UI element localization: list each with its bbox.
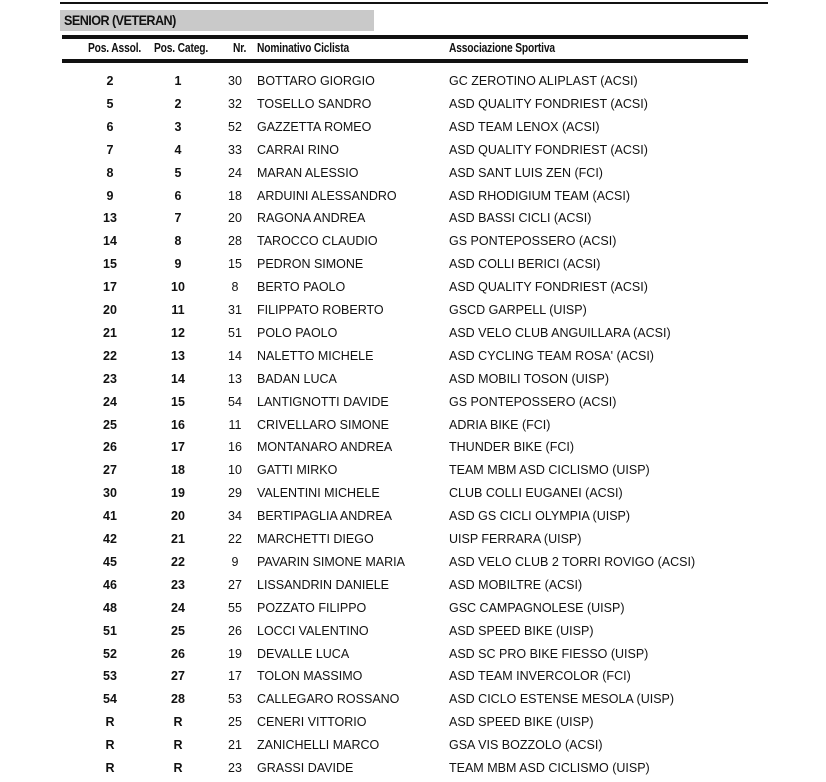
header-pos-assol: Pos. Assol.	[88, 41, 142, 55]
pos-categ-cell: R	[173, 761, 183, 775]
pos-assol-cell: 15	[103, 257, 117, 272]
bib-number-cell: 18	[228, 188, 242, 203]
rider-name-cell: ARDUINI ALESSANDRO	[257, 188, 397, 203]
pos-categ-cell: 12	[171, 325, 185, 340]
club-cell: TEAM MBM ASD CICLISMO (UISP)	[449, 761, 650, 775]
pos-categ-cell: 2	[174, 96, 182, 111]
bib-number-cell: 32	[228, 96, 242, 111]
rider-name-cell: LOCCI VALENTINO	[257, 623, 369, 638]
top-rule	[60, 2, 768, 4]
bib-number-cell: 54	[228, 394, 242, 409]
rider-name-cell: RAGONA ANDREA	[257, 211, 366, 226]
table-row	[0, 185, 826, 208]
bib-number-cell: 52	[228, 119, 242, 134]
club-cell: THUNDER BIKE (FCI)	[449, 440, 574, 455]
club-cell: ASD QUALITY FONDRIEST (ACSI)	[449, 280, 648, 295]
pos-assol-cell: 25	[103, 417, 117, 432]
bib-number-cell: 10	[228, 463, 242, 478]
pos-categ-cell: 14	[171, 371, 185, 386]
bib-number-cell: 9	[231, 554, 239, 569]
table-row	[0, 162, 826, 185]
bib-number-cell: 51	[228, 325, 242, 340]
rider-name-cell: MARCHETTI DIEGO	[257, 532, 374, 546]
pos-assol-cell: R	[105, 761, 115, 775]
pos-categ-cell: 16	[171, 417, 185, 432]
pos-assol-cell: 23	[103, 371, 117, 386]
pos-categ-cell: 15	[171, 394, 185, 409]
club-cell: ASD SC PRO BIKE FIESSO (UISP)	[449, 646, 649, 661]
rider-name-cell: CALLEGARO ROSSANO	[257, 692, 400, 707]
table-row	[0, 551, 826, 574]
club-cell: ASD CYCLING TEAM ROSA' (ACSI)	[449, 348, 654, 363]
club-cell: GS PONTEPOSSERO (ACSI)	[449, 394, 617, 409]
category-banner	[60, 10, 374, 31]
pos-assol-cell: 27	[103, 463, 117, 478]
club-cell: ASD COLLI BERICI (ACSI)	[449, 257, 601, 272]
table-row	[0, 688, 826, 711]
pos-assol-cell: 52	[103, 646, 117, 661]
bib-number-cell: 17	[228, 669, 242, 684]
bib-number-cell: 11	[228, 417, 242, 432]
club-cell: GSA VIS BOZZOLO (ACSI)	[449, 738, 603, 753]
table-row	[0, 574, 826, 597]
table-row	[0, 665, 826, 688]
pos-categ-cell: 22	[171, 554, 185, 569]
rider-name-cell: PAVARIN SIMONE MARIA	[257, 554, 405, 569]
bib-number-cell: 8	[231, 280, 239, 295]
club-cell: ASD QUALITY FONDRIEST (ACSI)	[449, 96, 648, 111]
table-row	[0, 505, 826, 528]
table-row	[0, 93, 826, 116]
bib-number-cell: 14	[228, 348, 242, 363]
rider-name-cell: FILIPPATO ROBERTO	[257, 303, 384, 317]
bib-number-cell: 29	[228, 486, 242, 501]
table-row	[0, 414, 826, 437]
pos-assol-cell: 41	[103, 509, 117, 524]
rider-name-cell: TAROCCO CLAUDIO	[257, 234, 378, 249]
pos-assol-cell: 54	[103, 692, 117, 707]
table-row	[0, 459, 826, 482]
table-row	[0, 207, 826, 230]
club-cell: GS PONTEPOSSERO (ACSI)	[449, 234, 617, 249]
header-top-rule	[62, 35, 748, 39]
rider-name-cell: CENERI VITTORIO	[257, 715, 367, 730]
pos-categ-cell: 4	[174, 142, 182, 157]
bib-number-cell: 16	[228, 440, 242, 455]
club-cell: ASD GS CICLI OLYMPIA (UISP)	[449, 509, 631, 524]
pos-categ-cell: R	[173, 738, 183, 753]
table-row	[0, 345, 826, 368]
table-row	[0, 734, 826, 757]
table-row	[0, 299, 826, 322]
pos-assol-cell: 8	[106, 165, 114, 180]
rider-name-cell: TOSELLO SANDRO	[257, 96, 372, 111]
club-cell: ASD VELO CLUB 2 TORRI ROVIGO (ACSI)	[449, 554, 696, 569]
header-bottom-rule	[62, 59, 748, 63]
pos-categ-cell: 23	[171, 577, 185, 592]
table-row	[0, 436, 826, 459]
category-title: SENIOR (VETERAN)	[64, 12, 176, 28]
club-cell: ASD RHODIGIUM TEAM (ACSI)	[449, 188, 631, 203]
table-row	[0, 597, 826, 620]
rider-name-cell: MONTANARO ANDREA	[257, 440, 393, 455]
club-cell: ASD SANT LUIS ZEN (FCI)	[449, 165, 603, 180]
pos-assol-cell: 14	[103, 234, 117, 249]
rider-name-cell: BERTIPAGLIA ANDREA	[257, 509, 393, 524]
bib-number-cell: 19	[228, 646, 242, 661]
pos-categ-cell: 5	[174, 165, 182, 180]
pos-assol-cell: 2	[106, 74, 114, 88]
bib-number-cell: 34	[228, 509, 242, 524]
club-cell: ASD SPEED BIKE (UISP)	[449, 623, 594, 638]
rider-name-cell: BOTTARO GIORGIO	[257, 74, 375, 88]
pos-categ-cell: 8	[174, 234, 182, 249]
rider-name-cell: GRASSI DAVIDE	[257, 761, 354, 775]
table-row	[0, 116, 826, 139]
rider-name-cell: VALENTINI MICHELE	[257, 486, 380, 501]
pos-categ-cell: 11	[171, 303, 185, 317]
pos-assol-cell: 53	[103, 669, 117, 684]
pos-assol-cell: R	[105, 738, 115, 753]
table-row	[0, 368, 826, 391]
pos-assol-cell: 30	[103, 486, 117, 501]
pos-categ-cell: 28	[171, 692, 185, 707]
table-row	[0, 322, 826, 345]
table-row	[0, 391, 826, 414]
rider-name-cell: ZANICHELLI MARCO	[257, 738, 380, 753]
pos-assol-cell: 45	[103, 554, 117, 569]
pos-assol-cell: 46	[103, 577, 117, 592]
table-row	[0, 482, 826, 505]
header-name: Nominativo Ciclista	[257, 41, 350, 55]
club-cell: CLUB COLLI EUGANEI (ACSI)	[449, 486, 623, 501]
bib-number-cell: 31	[228, 303, 242, 317]
bib-number-cell: 33	[228, 142, 242, 157]
pos-categ-cell: 13	[171, 348, 185, 363]
table-row	[0, 620, 826, 643]
rider-name-cell: PEDRON SIMONE	[257, 257, 364, 272]
rider-name-cell: BADAN LUCA	[257, 371, 337, 386]
club-cell: GSCD GARPELL (UISP)	[449, 303, 587, 317]
bib-number-cell: 20	[228, 211, 242, 226]
rider-name-cell: GAZZETTA ROMEO	[257, 119, 372, 134]
pos-assol-cell: 42	[103, 532, 117, 546]
pos-categ-cell: 18	[171, 463, 185, 478]
pos-categ-cell: 6	[174, 188, 182, 203]
pos-assol-cell: 7	[106, 142, 114, 157]
club-cell: GC ZEROTINO ALIPLAST (ACSI)	[449, 74, 638, 88]
rider-name-cell: MARAN ALESSIO	[257, 165, 359, 180]
pos-categ-cell: 20	[171, 509, 185, 524]
pos-categ-cell: 27	[171, 669, 185, 684]
pos-assol-cell: 24	[103, 394, 117, 409]
club-cell: TEAM MBM ASD CICLISMO (UISP)	[449, 463, 650, 478]
pos-assol-cell: 9	[106, 188, 114, 203]
rider-name-cell: LISSANDRIN DANIELE	[257, 577, 389, 592]
pos-categ-cell: 25	[171, 623, 185, 638]
rider-name-cell: POLO PAOLO	[257, 325, 338, 340]
rider-name-cell: NALETTO MICHELE	[257, 348, 374, 363]
bib-number-cell: 13	[228, 371, 242, 386]
table-row	[0, 230, 826, 253]
bib-number-cell: 23	[228, 761, 242, 775]
pos-assol-cell: 21	[103, 325, 117, 340]
rider-name-cell: DEVALLE LUCA	[257, 646, 350, 661]
pos-categ-cell: 24	[171, 600, 185, 615]
club-cell: ASD MOBILTRE (ACSI)	[449, 577, 583, 592]
pos-assol-cell: 26	[103, 440, 117, 455]
table-row	[0, 757, 826, 780]
rider-name-cell: BERTO PAOLO	[257, 280, 346, 295]
table-row	[0, 276, 826, 299]
pos-assol-cell: 48	[103, 600, 117, 615]
pos-categ-cell: 3	[174, 119, 182, 134]
table-row	[0, 711, 826, 734]
header-club: Associazione Sportiva	[449, 41, 555, 55]
table-row	[0, 139, 826, 162]
bib-number-cell: 21	[228, 738, 242, 753]
club-cell: ADRIA BIKE (FCI)	[449, 417, 551, 432]
club-cell: UISP FERRARA (UISP)	[449, 532, 582, 546]
table-row	[0, 70, 826, 93]
pos-assol-cell: R	[105, 715, 115, 730]
club-cell: ASD TEAM INVERCOLOR (FCI)	[449, 669, 631, 684]
pos-assol-cell: 6	[106, 119, 114, 134]
pos-categ-cell: 21	[171, 532, 185, 546]
header-nr: Nr.	[233, 41, 247, 55]
bib-number-cell: 26	[228, 623, 242, 638]
rider-name-cell: LANTIGNOTTI DAVIDE	[257, 394, 389, 409]
club-cell: ASD MOBILI TOSON (UISP)	[449, 371, 609, 386]
pos-assol-cell: 22	[103, 348, 117, 363]
pos-categ-cell: R	[173, 715, 183, 730]
bib-number-cell: 25	[228, 715, 242, 730]
bib-number-cell: 53	[228, 692, 242, 707]
rider-name-cell: TOLON MASSIMO	[257, 669, 363, 684]
club-cell: ASD SPEED BIKE (UISP)	[449, 715, 594, 730]
table-row	[0, 528, 826, 551]
rider-name-cell: POZZATO FILIPPO	[257, 600, 367, 615]
pos-assol-cell: 5	[106, 96, 114, 111]
table-header	[62, 41, 748, 59]
pos-categ-cell: 10	[171, 280, 185, 295]
bib-number-cell: 30	[228, 74, 242, 88]
rider-name-cell: CARRAI RINO	[257, 142, 339, 157]
table-row	[0, 643, 826, 666]
pos-categ-cell: 17	[171, 440, 185, 455]
club-cell: ASD QUALITY FONDRIEST (ACSI)	[449, 142, 648, 157]
pos-categ-cell: 19	[171, 486, 185, 501]
bib-number-cell: 24	[228, 165, 242, 180]
club-cell: ASD VELO CLUB ANGUILLARA (ACSI)	[449, 325, 671, 340]
table-row	[0, 253, 826, 276]
pos-assol-cell: 51	[103, 623, 117, 638]
pos-assol-cell: 17	[103, 280, 117, 295]
pos-categ-cell: 26	[171, 646, 185, 661]
club-cell: ASD TEAM LENOX (ACSI)	[449, 119, 600, 134]
pos-categ-cell: 7	[174, 211, 182, 226]
bib-number-cell: 27	[228, 577, 242, 592]
bib-number-cell: 28	[228, 234, 242, 249]
rider-name-cell: CRIVELLARO SIMONE	[257, 417, 389, 432]
club-cell: ASD BASSI CICLI (ACSI)	[449, 211, 592, 226]
pos-categ-cell: 1	[174, 74, 182, 88]
pos-categ-cell: 9	[174, 257, 182, 272]
bib-number-cell: 55	[228, 600, 242, 615]
header-pos-categ: Pos. Categ.	[154, 41, 209, 55]
bib-number-cell: 15	[228, 257, 242, 272]
club-cell: GSC CAMPAGNOLESE (UISP)	[449, 600, 625, 615]
pos-assol-cell: 20	[103, 303, 117, 317]
rider-name-cell: GATTI MIRKO	[257, 463, 338, 478]
bib-number-cell: 22	[228, 532, 242, 546]
pos-assol-cell: 13	[103, 211, 117, 226]
club-cell: ASD CICLO ESTENSE MESOLA (UISP)	[449, 692, 675, 707]
